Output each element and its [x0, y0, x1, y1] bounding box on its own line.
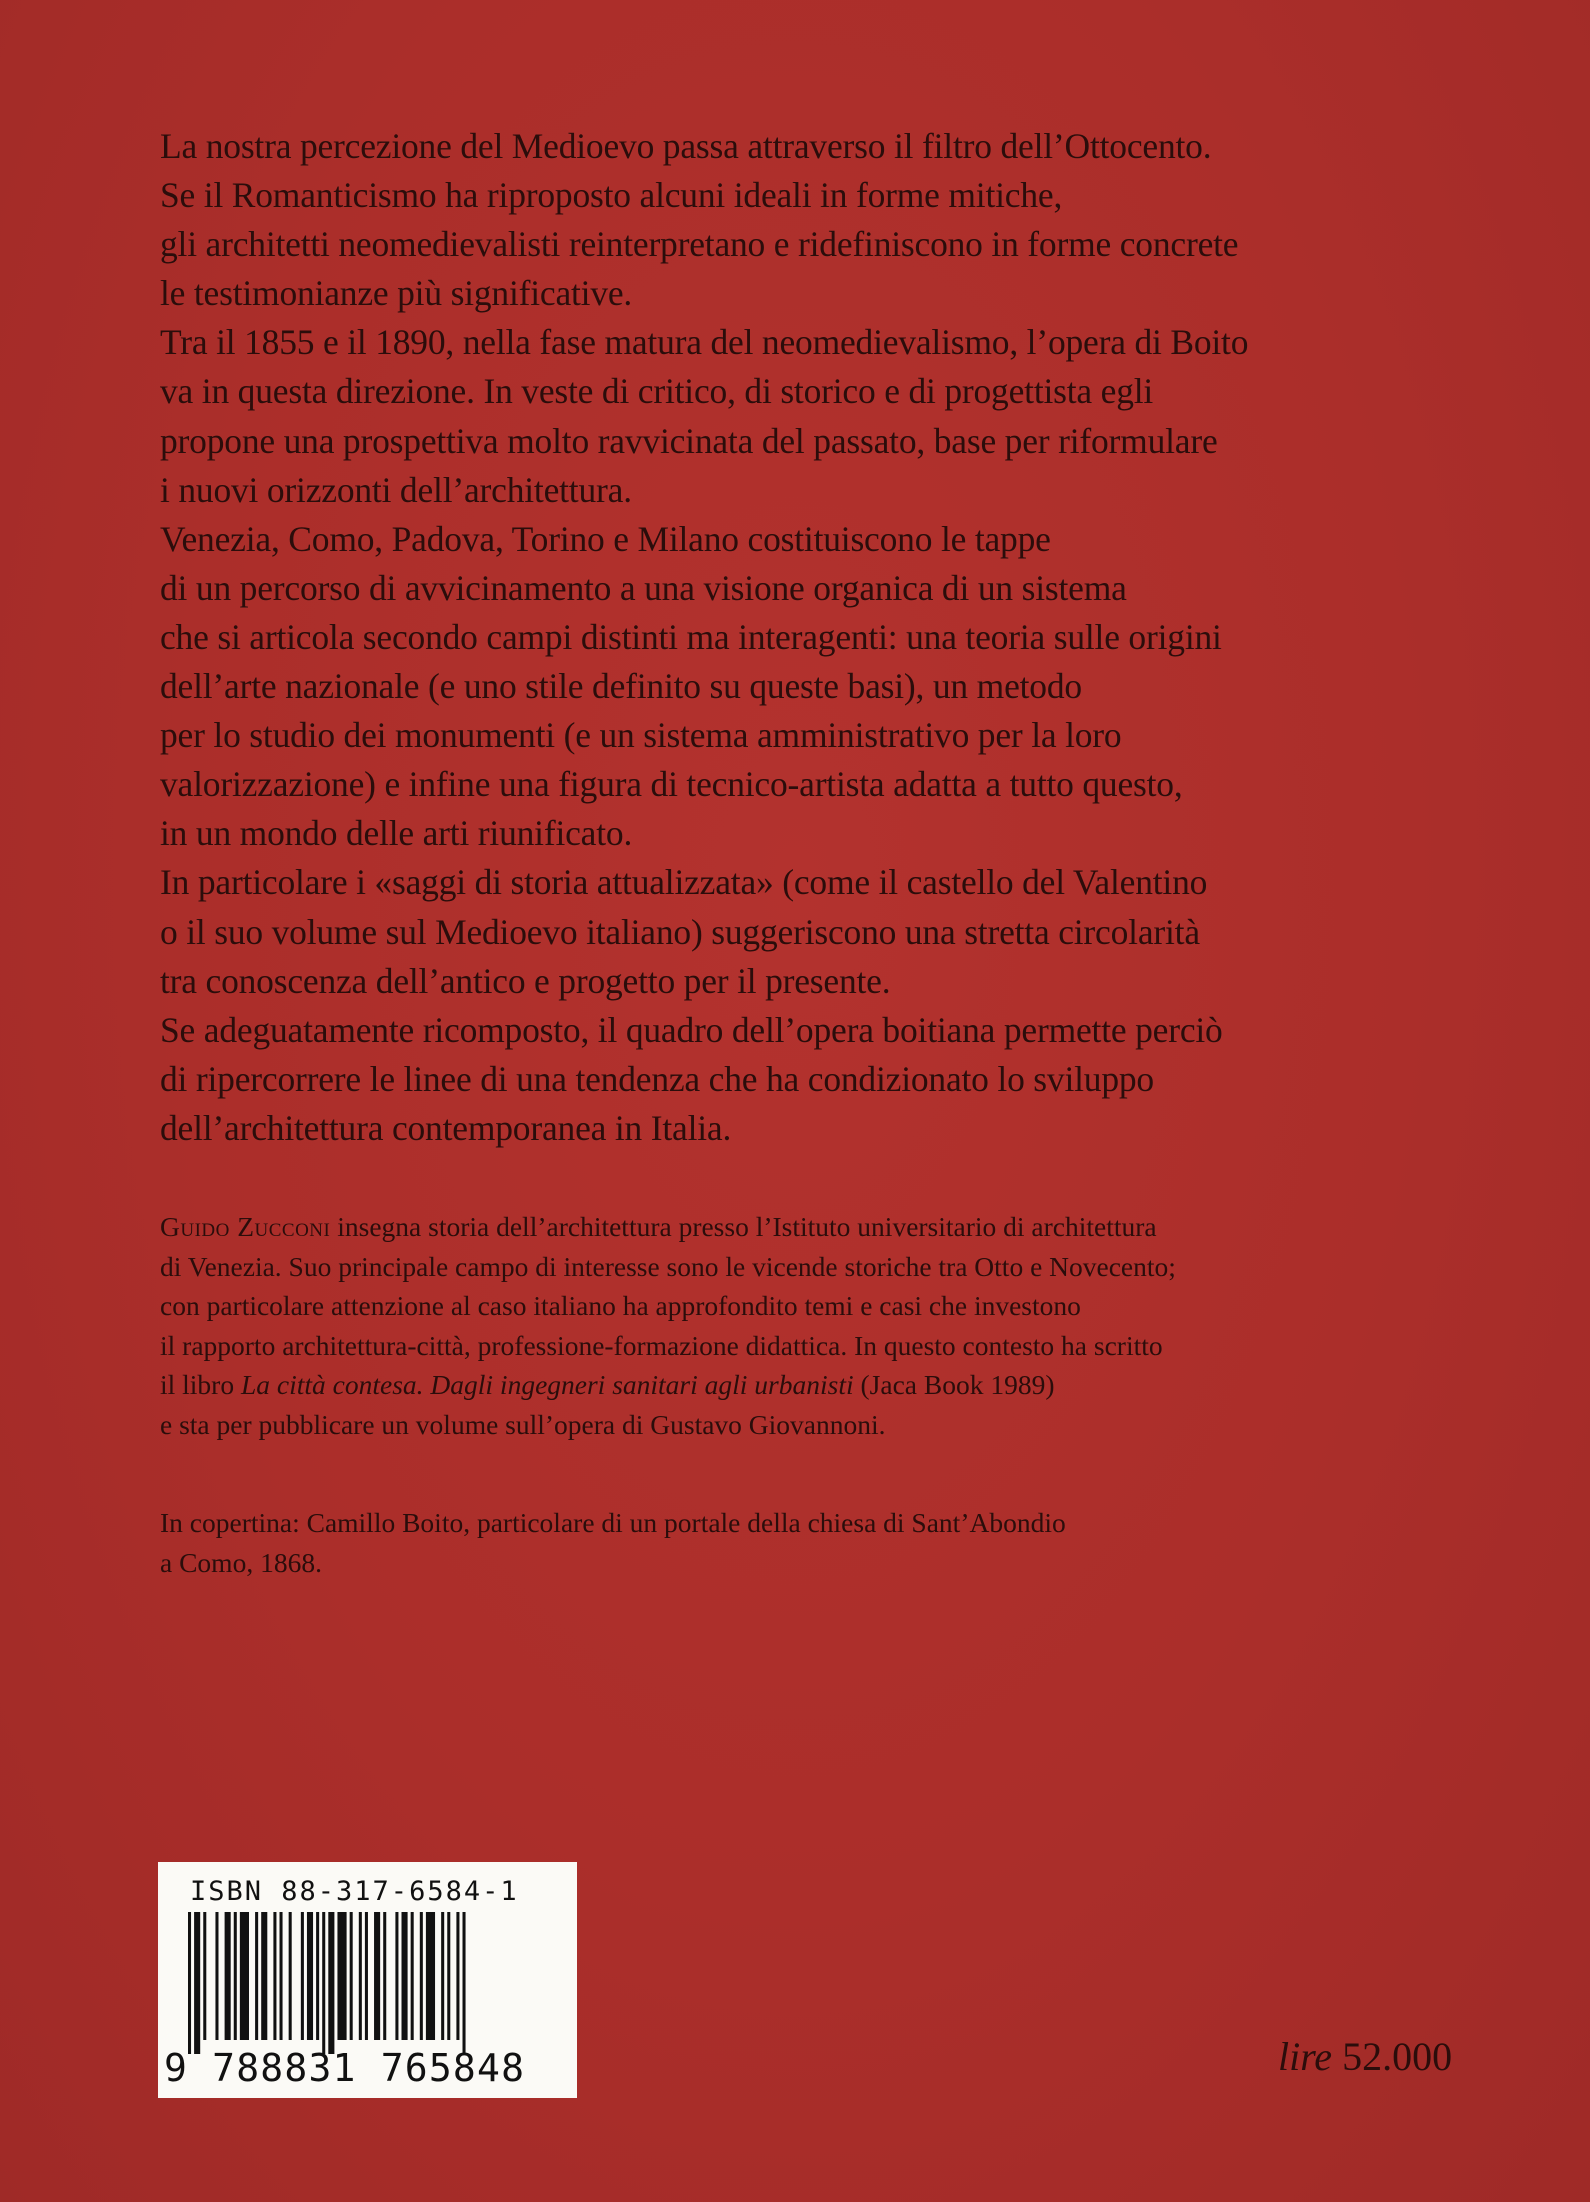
caption-line: In copertina: Camillo Boito, particolare di un portale della chiesa di Sant’Abondio: [160, 1507, 1066, 1538]
barcode-bar: [411, 1912, 414, 2040]
blurb-line: di un percorso di avvicinamento a una visione organica di un sistema: [160, 567, 1127, 608]
blurb-line: valorizzazione) e infine una figura di tecnico-artista adatta a tutto questo,: [160, 764, 1183, 805]
barcode-bar: [273, 1912, 276, 2040]
author-bio: [160, 1207, 1460, 1445]
barcode-bar: [316, 1912, 319, 2040]
barcode-bar: [350, 1912, 353, 2040]
blurb-line: le testimonianze più significative.: [160, 273, 633, 314]
blurb-line: Tra il 1855 e il 1890, nella fase matura del neomedievalismo, l’opera di Boito: [160, 322, 1249, 363]
price-amount: 52.000: [1332, 2034, 1453, 2079]
author-name: Guido Zucconi: [160, 1211, 331, 1242]
barcode-bar: [234, 1912, 237, 2040]
blurb-line: tra conoscenza dell’antico e progetto per il presente.: [160, 960, 891, 1001]
blurb-text: [160, 122, 1450, 1153]
blurb-line: i nuovi orizzonti dell’architettura.: [160, 469, 632, 510]
barcode-bar: [240, 1912, 249, 2040]
ean-digits: 9 788831 765848: [164, 2046, 526, 2090]
bio-line: [160, 1207, 1460, 1247]
bio-line: e sta per pubblicare un volume sull’opera di Gustavo Giovannoni.: [160, 1408, 886, 1440]
barcode-bar: [456, 1912, 459, 2040]
blurb-line: Se il Romanticismo ha riproposto alcuni ideali in forme mitiche,: [160, 175, 1063, 216]
caption-line: a Como, 1868.: [160, 1546, 322, 1578]
barcode-bar: [289, 1912, 292, 2040]
barcode-bar: [359, 1912, 362, 2040]
barcode-bar: [194, 1912, 200, 2054]
barcode-bar: [420, 1912, 423, 2040]
barcode-bar: [395, 1912, 398, 2040]
barcode-bar: [441, 1912, 444, 2040]
blurb-line: o il suo volume sul Medioevo italiano) suggeriscono una stretta circolarità: [160, 911, 1200, 952]
blurb-line: dell’architettura contemporanea in Italia.: [160, 1107, 732, 1148]
isbn-barcode: [158, 1862, 577, 2098]
blurb-line: Venezia, Como, Padova, Torino e Milano costituiscono le tappe: [160, 518, 1051, 559]
bio-line: il rapporto architettura-città, professione-formazione didattica. In questo contesto ha scritto: [160, 1329, 1163, 1361]
blurb-line: La nostra percezione del Medioevo passa attraverso il filtro dell’Ottocento.: [160, 126, 1212, 166]
barcode-bar: [322, 1912, 325, 2054]
bio-line: [160, 1365, 1460, 1405]
barcode-bar: [225, 1912, 231, 2040]
bio-text: (Jaca Book 1989): [853, 1369, 1055, 1401]
bio-line: di Venezia. Suo principale campo di interesse sono le vicende storiche tra Otto e Novecento;: [160, 1250, 1176, 1282]
barcode-bar: [337, 1912, 346, 2040]
barcode-bar: [215, 1912, 218, 2040]
blurb-line: di ripercorrere le linee di una tendenza che ha condizionato lo sviluppo: [160, 1058, 1154, 1099]
barcode-bar: [188, 1912, 191, 2054]
bio-text: insegna storia dell’architettura presso l’Istituto universitario di architettura: [330, 1211, 1157, 1242]
blurb-line: va in questa direzione. In veste di critico, di storico e di progettista egli: [160, 371, 1154, 412]
bio-text: il libro: [160, 1369, 241, 1401]
barcode-graphic: [186, 1912, 548, 2054]
bio-line: con particolare attenzione al caso italiano ha approfondito temi e casi che investono: [160, 1290, 1081, 1322]
barcode-bar: [301, 1912, 304, 2040]
barcode-bar: [463, 1912, 466, 2054]
price-tag: [1278, 2033, 1452, 2080]
blurb-line: che si articola secondo campi distinti ma interagenti: una teoria sulle origini: [160, 616, 1222, 657]
barcode-bar: [447, 1912, 450, 2040]
barcode-bar: [203, 1912, 206, 2040]
barcode-bar: [402, 1912, 408, 2040]
blurb-line: propone una prospettiva molto ravvicinata del passato, base per riformulare: [160, 420, 1218, 461]
blurb-line: in un mondo delle arti riunificato.: [160, 813, 633, 854]
blurb-line: In particolare i «saggi di storia attualizzata» (come il castello del Valentino: [160, 862, 1208, 903]
barcode-bar: [255, 1912, 258, 2040]
barcode-bar: [383, 1912, 386, 2040]
barcode-bar: [307, 1912, 313, 2040]
cover-caption: [160, 1503, 1460, 1582]
barcode-bars: [186, 1912, 548, 2054]
barcode-bar: [374, 1912, 380, 2040]
blurb-line: dell’arte nazionale (e uno stile definito su queste basi), un metodo: [160, 666, 1082, 707]
barcode-bar: [261, 1912, 267, 2040]
barcode-bar: [280, 1912, 283, 2040]
price-currency: lire: [1278, 2034, 1333, 2079]
blurb-line: per lo studio dei monumenti (e un sistema amministrativo per la loro: [160, 715, 1122, 756]
book-title: La città contesa. Dagli ingegneri sanitari agli urbanisti: [240, 1369, 854, 1401]
blurb-line: Se adeguatamente ricomposto, il quadro dell’opera boitiana permette perciò: [160, 1009, 1223, 1050]
barcode-bar: [365, 1912, 368, 2040]
barcode-bar: [426, 1912, 435, 2040]
barcode-bar: [328, 1912, 334, 2054]
isbn-label: ISBN 88-317-6584-1: [190, 1876, 519, 1907]
blurb-line: gli architetti neomedievalisti reinterpretano e ridefiniscono in forme concrete: [160, 224, 1239, 265]
